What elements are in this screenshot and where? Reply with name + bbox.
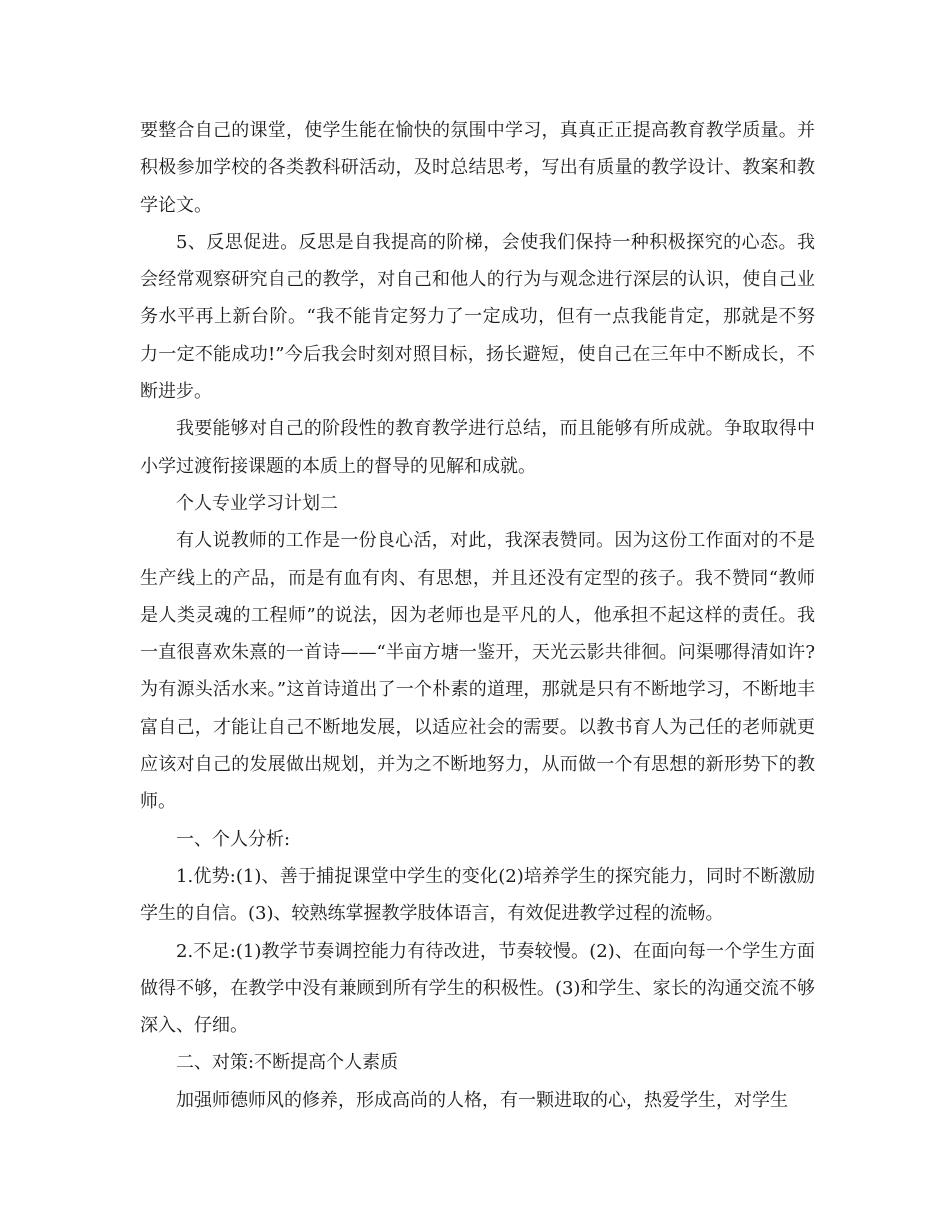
paragraph-classroom-integration: 要整合自己的课堂，使学生能在愉快的氛围中学习，真真正正提高教育教学质量。并积极参加学校的各类教科研活动，及时总结思考，写出有质量的教学设计、教案和教学论文。 [140,120,815,216]
heading-personal-analysis: 一、个人分析: [176,828,291,850]
paragraph-summary-goal: 我要能够对自己的阶段性的教育教学进行总结，而且能够有所成就。争取取得中小学过渡衔接课题的本质上的督导的见解和成就。 [140,418,815,477]
section-title-plan-two: 个人专业学习计划二 [176,492,338,514]
paragraph-teacher-work: 有人说教师的工作是一份良心活，对此，我深表赞同。因为这份工作面对的不是生产线上的产品，而是有血有肉、有思想，并且还没有定型的孩子。我不赞同“教师是人类灵魂的工程师”的说法，因为老师也是平凡的人，他承担不起这样的责任。我一直很喜欢朱熹的一首诗——“半亩方塘一鉴开，天光云影共徘徊。问渠哪得清如许?为有源头活水来。”这首诗道出了一个朴素的道理，那就是只有不断地学习，不断地丰富自己，才能让自己不断地发展，以适应社会的需要。以教书育人为己任的老师就更应该对自己的发展做出规划，并为之不断地努力，从而做一个有思想的新形势下的教师。 [140,530,815,813]
paragraph-reflection: 5、反思促进。反思是自我提高的阶梯，会使我们保持一种积极探究的心态。我会经常观察研究自己的教学，对自己和他人的行为与观念进行深层的认识，使自己业务水平再上新台阶。“我不能肯定努力了一定成功，但有一点我能肯定，那就是不努力一定不能成功!”今后我会时刻对照目标，扬长避短，使自己在三年中不断成长，不断进步。 [140,231,815,403]
paragraph-ethics: 加强师德师风的修养，形成高尚的人格，有一颗进取的心，热爱学生，对学生 [176,1089,788,1111]
paragraph-strengths: 1.优势:(1)、善于捕捉课堂中学生的变化(2)培养学生的探究能力，同时不断激励学生的自信。(3)、较熟练掌握教学肢体语言，有效促进教学过程的流畅。 [140,865,815,925]
paragraph-weaknesses: 2.不足:(1)教学节奏调控能力有待改进，节奏较慢。(2)、在面向每一个学生方面做得不够，在教学中没有兼顾到所有学生的积极性。(3)和学生、家长的沟通交流不够深入、仔细。 [140,940,815,1037]
document-page [140,112,815,1119]
heading-countermeasures: 二、对策:不断提高个人素质 [176,1052,399,1074]
